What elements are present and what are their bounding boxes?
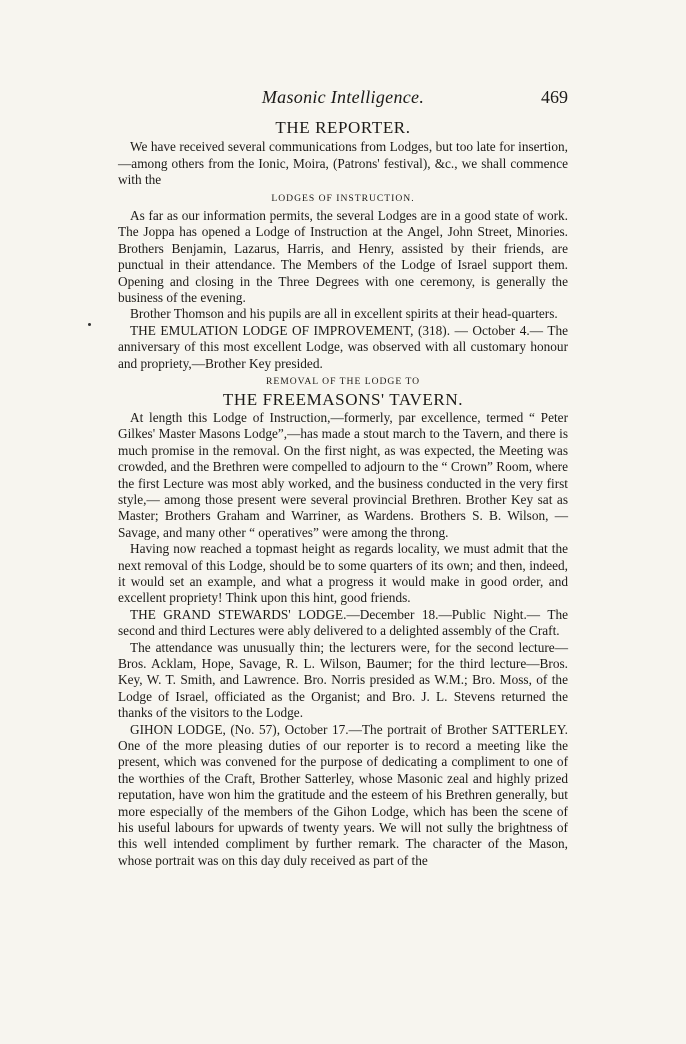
paragraph-7: THE GRAND STEWARDS' LODGE.—December 18.—Public Night.— The second and third Lectures were ably delivered to a delighted assembly of the Craft.: [118, 606, 568, 639]
margin-dot: [88, 323, 91, 326]
paragraph-6: Having now reached a topmast height as regards locality, we must admit that the next removal of this Lodge, should be to some quarters of its own; and then, indeed, it would set an example, and what a progress it would make in good order, and excellent propriety! Think upon this hint, good friends.: [118, 541, 568, 606]
paragraph-1: We have received several communications from Lodges, but too late for insertion,—among others from the Ionic, Moira, (Patrons' festival), &c., we shall commence with the: [118, 139, 568, 188]
paragraph-2: As far as our information permits, the several Lodges are in a good state of work. The Joppa has opened a Lodge of Instruction at the Angel, John Street, Minories. Brothers Benjamin, Lazarus, Harris, and Henry, assisted by their friends, are punctual in their attendance. The Members of the Lodge of Israel support them. Opening and closing in the Three Degrees with one ceremony, is generally the business of the evening.: [118, 208, 568, 306]
subhead-removal: REMOVAL OF THE LODGE TO: [265, 376, 421, 388]
running-head: Masonic Intelligence.: [261, 87, 425, 107]
paragraph-8: The attendance was unusually thin; the lecturers were, for the second lecture—Bros. Acklam, Hope, Savage, R. L. Wilson, Baumer; for the third lecture—Bros. Key, W. T. Smith, and Lawrence. Bro. Norris presided as W.M.; Bro. Moss, of the Lodge of Israel, officiated as the Organist; and Bro. J. L. Stevens returned the thanks of the visitors to the Lodge.: [118, 639, 568, 721]
paragraph-9: GIHON LODGE, (No. 57), October 17.—The portrait of Brother SATTERLEY. One of the more pleasing duties of our reporter is to record a meeting like the present, which was convened for the purpose of dedicating a compliment to one of the worthies of the Craft, Brother Satterley, whose Masonic zeal and highly prized reputation, have won him the gratitude and the esteem of his Brethren generally, but more especially of the members of the Gihon Lodge, which has been the scene of his useful labours for upwards of twenty years. We will not sully the brightness of this well intended compliment by further remark. The character of the Mason, whose portrait was on this day duly received as part of the: [118, 721, 568, 868]
subhead-tavern: THE FREEMASONS' TAVERN.: [222, 389, 464, 409]
paragraph-4: THE EMULATION LODGE OF IMPROVEMENT, (318). — October 4.— The anniversary of this most excellent Lodge, was observed with all customary honour and propriety,—Brother Key presided.: [118, 322, 568, 371]
paragraph-3: Brother Thomson and his pupils are all in excellent spirits at their head-quarters.: [130, 306, 558, 322]
subhead-lodges: LODGES OF INSTRUCTION.: [271, 192, 415, 204]
page-header: [118, 87, 568, 111]
paragraph-5: At length this Lodge of Instruction,—formerly, par excellence, termed “ Peter Gilkes' Master Masons Lodge”,—has made a stout march to the Tavern, and there is much promise in the removal. On the first night, as was expected, the Meeting was crowded, and the Brethren were compelled to adjourn to the “ Crown” Room, where the first Lecture was most ably worked, and the business conducted in the very first style,— among those present were several provincial Brethren. Brother Key sat as Master; Brothers Graham and Warriner, as Wardens. Brothers S. B. Wilson, — Savage, and many other “ operatives” were among the throng.: [118, 409, 568, 540]
article-body: [118, 120, 568, 869]
article-title: THE REPORTER.: [275, 118, 411, 137]
page-number: 469: [541, 87, 568, 107]
